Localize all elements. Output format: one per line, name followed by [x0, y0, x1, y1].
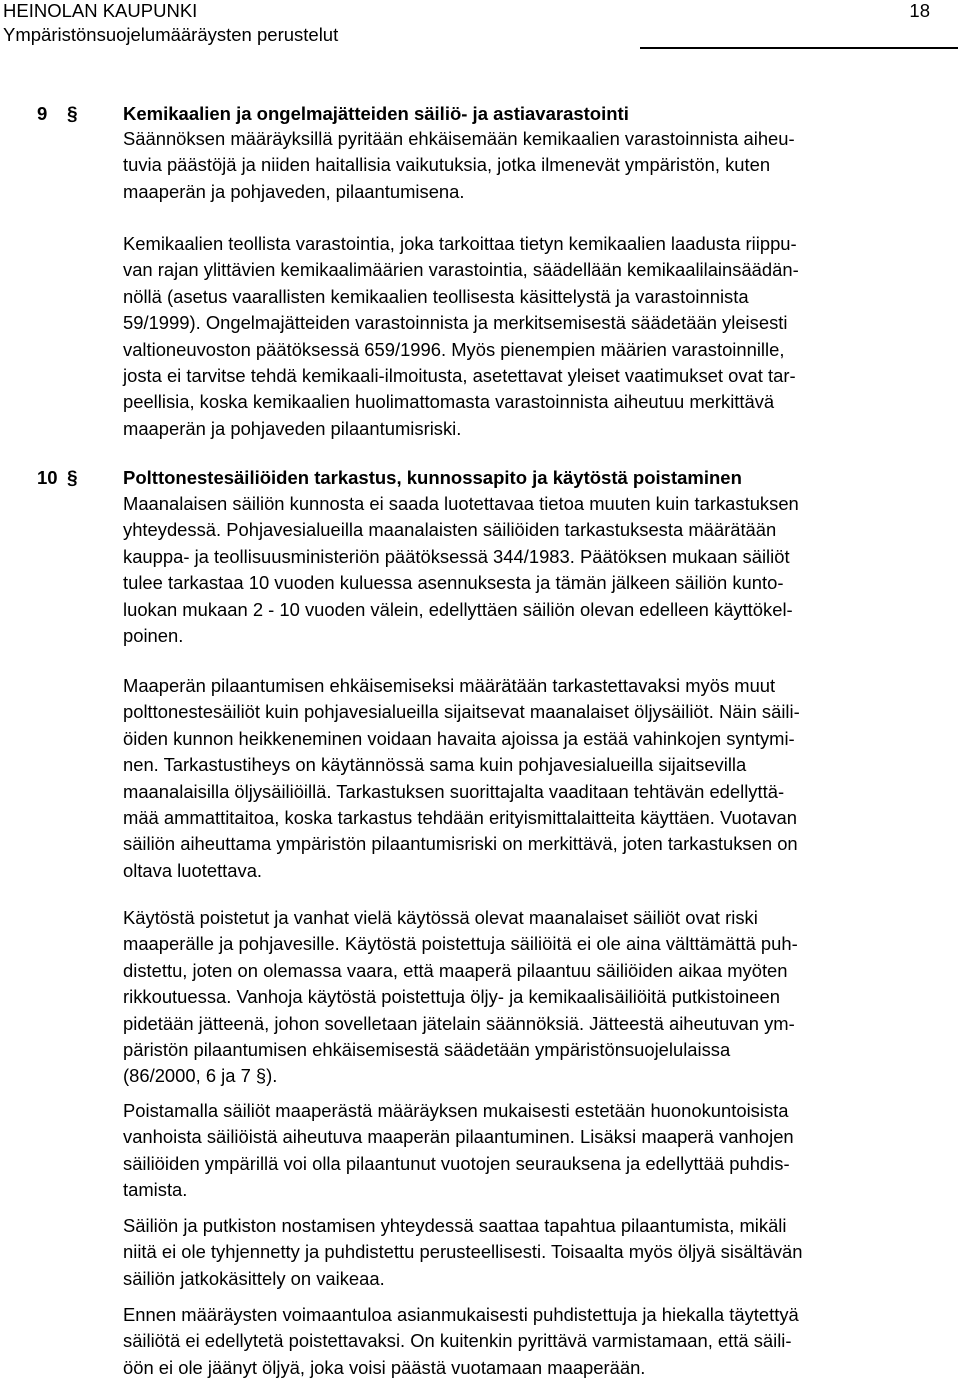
section-title: Polttonestesäiliöiden tarkastus, kunnossapito ja käytöstä poistaminen — [123, 467, 742, 488]
text-line: maanalaisilla öljysäiliöillä. Tarkastuksen suorittajalta vaaditaan tehtävän edellyttä- — [123, 780, 785, 802]
text-line: niitä ei ole tyhjennetty ja puhdistettu perusteellisesti. Toisaalta myös öljyä sisältävän — [123, 1241, 803, 1263]
header-subtitle: Ympäristönsuojelumääräysten perustelut — [3, 24, 339, 45]
text-line: polttonestesäiliöt kuin pohjavesialueilla sijaitsevat maanalaiset öljysäiliöt. Näin säili- — [123, 701, 800, 723]
text-line: maaperän ja pohjaveden, pilaantumisena. — [123, 180, 465, 202]
text-line: säiliötä ei edellytetä poistettavaksi. On kuitenkin pyrittävä varmistamaan, että säili- — [123, 1330, 792, 1352]
text-line: peellisia, koska kemikaalien huolimattomasta varastoinnista aiheutuu merkittävä — [123, 391, 775, 413]
paragraph — [123, 1098, 960, 1204]
text-line: distettu, joten on olemassa vaara, että maaperä pilaantuu säiliöiden aikaa myöten — [123, 959, 788, 981]
paragraph — [123, 1213, 960, 1292]
text-line: poinen. — [123, 625, 184, 647]
paragraph — [123, 1302, 960, 1381]
section-number: 9 — [37, 103, 48, 124]
text-line: vanhoista säiliöistä aiheutuva maaperän pilaantuminen. Lisäksi maaperä vanhojen — [123, 1126, 794, 1148]
text-line: maaperän ja pohjaveden pilaantumisriski. — [123, 417, 462, 439]
text-line: mää ammattitaitoa, koska tarkastus tehdään erityismittalaitteita käyttäen. Vuotavan — [123, 807, 797, 829]
header-rule — [640, 47, 958, 49]
section-symbol: § — [67, 104, 78, 125]
paragraph — [123, 905, 960, 1090]
text-line: josta ei tarvitse tehdä kemikaali-ilmoitusta, asetettavat yleiset vaatimukset ovat tar- — [123, 365, 796, 387]
text-line: rikkoutuessa. Vanhoja käytöstä poistettuja öljy- ja kemikaalisäiliöitä putkistoineen — [123, 986, 780, 1008]
text-line: tuvia päästöjä ja niiden haitallisia vaikutuksia, jotka ilmenevät ympäristön, kuten — [123, 154, 771, 176]
text-line: Säiliön ja putkiston nostamisen yhteydessä saattaa tapahtua pilaantumista, mikäli — [123, 1215, 787, 1236]
text-line: Kemikaalien teollista varastointia, joka tarkoittaa tietyn kemikaalien laadusta riippu- — [123, 233, 797, 254]
text-line: 59/1999). Ongelmajätteiden varastoinnista ja merkitsemisestä säädetään yleisesti — [123, 312, 788, 334]
text-line: yhteydessä. Pohjavesialueilla maanalaisten säiliöiden tarkastuksesta määrätään — [123, 519, 777, 541]
text-line: säiliön aiheuttama ympäristön pilaantumisriski on merkittävä, joten tarkastuksen on — [123, 833, 798, 855]
text-line: Säännöksen määräyksillä pyritään ehkäisemään kemikaalien varastoinnista aiheu- — [123, 128, 795, 149]
text-line: öön ei ole jäänyt öljyä, joka voisi päästä vuotamaan maaperään. — [123, 1356, 646, 1378]
text-line: tamista. — [123, 1179, 188, 1201]
page-number: 18 — [909, 0, 930, 21]
text-line: päristön pilaantumisen ehkäisemisestä säädetään ympäristönsuojelulaissa — [123, 1039, 731, 1061]
text-line: tulee tarkastaa 10 vuoden kuluessa asennuksesta ja tämän jälkeen säiliön kunto- — [123, 572, 784, 594]
section-symbol: § — [67, 468, 78, 489]
paragraph — [123, 231, 960, 442]
text-line: van rajan ylittävien kemikaalimäärien varastointia, säädellään kemikaalilainsäädän- — [123, 259, 799, 281]
header-organization: HEINOLAN KAUPUNKI — [3, 0, 198, 21]
section-number: 10 — [37, 467, 58, 488]
paragraph — [123, 491, 960, 649]
text-line: pidetään jätteenä, johon sovelletaan jätelain säännöksiä. Jätteestä aiheutuvan ym- — [123, 1012, 795, 1034]
text-line: Käytöstä poistetut ja vanhat vielä käytössä olevat maanalaiset säiliöt ovat riski — [123, 907, 758, 928]
paragraph — [123, 126, 960, 205]
paragraph — [123, 673, 960, 884]
text-line: Maaperän pilaantumisen ehkäisemiseksi määrätään tarkastettavaksi myös muut — [123, 675, 776, 696]
section-title: Kemikaalien ja ongelmajätteiden säiliö- ja astiavarastointi — [123, 103, 629, 124]
text-line: Poistamalla säiliöt maaperästä määräyksen mukaisesti estetään huonokuntoisista — [123, 1100, 789, 1121]
text-line: Ennen määräysten voimaantuloa asianmukaisesti puhdistettuja ja hiekalla täytettyä — [123, 1304, 799, 1325]
text-line: kauppa- ja teollisuusministeriön päätöksessä 344/1983. Päätöksen mukaan säiliöt — [123, 545, 790, 567]
text-line: säiliön jatkokäsittely on vaikeaa. — [123, 1267, 385, 1289]
text-line: säiliöiden ympärillä voi olla pilaantunut vuotojen seurauksena ja edellyttää puhdis- — [123, 1152, 790, 1174]
text-line: maaperälle ja pohjavesille. Käytöstä poistettuja säiliöitä ei ole aina välttämättä puh- — [123, 933, 798, 955]
text-line: (86/2000, 6 ja 7 §). — [123, 1065, 278, 1087]
text-line: valtioneuvoston päätöksessä 659/1996. Myös pienempien määrien varastoinnille, — [123, 338, 785, 360]
text-line: luokan mukaan 2 - 10 vuoden välein, edellyttäen säiliön olevan edelleen käyttökel- — [123, 598, 793, 620]
text-line: Maanalaisen säiliön kunnosta ei saada luotettavaa tietoa muuten kuin tarkastuksen — [123, 493, 799, 514]
text-line: öiden kunnon heikkeneminen voidaan havaita ajoissa ja estää vahinkojen syntymi- — [123, 727, 795, 749]
text-line: nen. Tarkastustiheys on käytännössä sama kuin pohjavesialueilla sijaitsevilla — [123, 754, 747, 776]
text-line: oltava luotettava. — [123, 859, 263, 881]
text-line: nöllä (asetus vaarallisten kemikaalien teollisesta käsittelystä ja varastoinnista — [123, 285, 749, 307]
